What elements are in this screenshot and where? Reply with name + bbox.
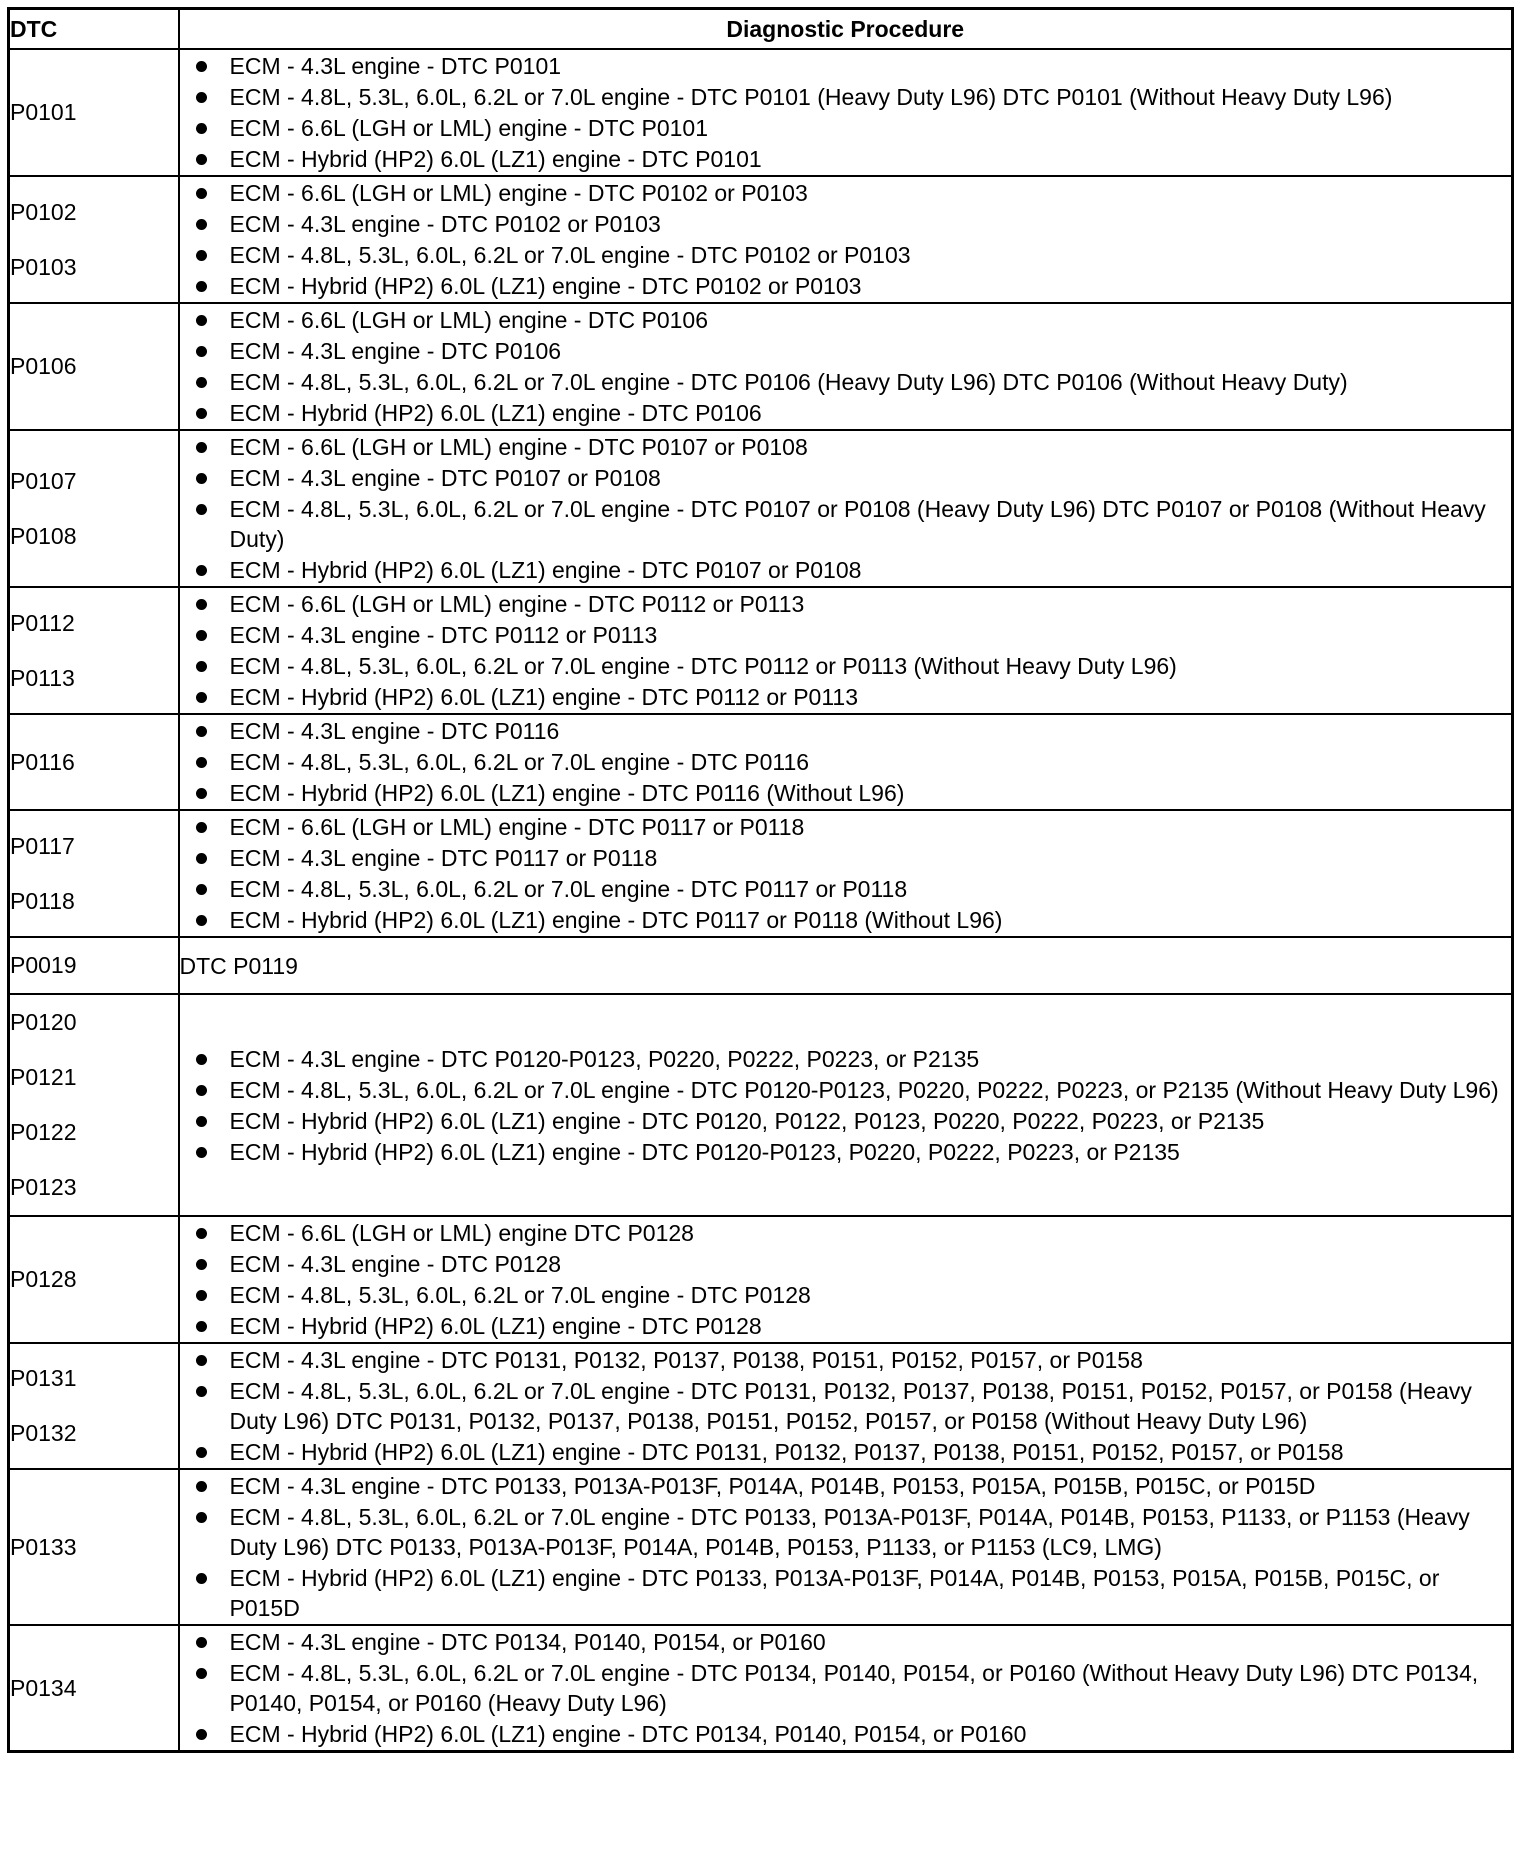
bullet-icon (196, 915, 207, 926)
dtc-code: P0122 (10, 1119, 77, 1145)
bullet-icon (196, 315, 207, 326)
list-item (180, 620, 1512, 650)
dtc-codes-cell (9, 1469, 179, 1625)
list-item (180, 398, 1512, 428)
procedure-text: DTC P0119 (179, 952, 298, 979)
procedure-text: ECM - 6.6L (LGH or LML) engine DTC P0128 (229, 1220, 694, 1246)
list-item (180, 463, 1512, 493)
list-item (180, 874, 1512, 904)
procedure-list (180, 432, 1512, 585)
list-item (180, 1471, 1512, 1501)
table-row (9, 1625, 1513, 1752)
table-row (9, 587, 1513, 714)
bullet-icon (196, 726, 207, 737)
procedure-text: ECM - 4.8L, 5.3L, 6.0L, 6.2L or 7.0L engine - DTC P0131, P0132, P0137, P0138, P0151, P0152, P0157, or P0158 (Heavy Duty L96) DTC P0131, P0132, P0137, P0138, P0151, P0152, P0157, or P0158 (Without Heavy Duty L96) (229, 1378, 1472, 1434)
list-item (180, 1345, 1512, 1375)
procedure-cell (179, 810, 1513, 937)
procedure-text: ECM - 6.6L (LGH or LML) engine - DTC P0106 (229, 307, 708, 333)
dtc-code: P0112 (10, 609, 75, 636)
procedure-cell (179, 430, 1513, 587)
bullet-icon (196, 1668, 207, 1679)
dtc-code: P0117 (10, 832, 75, 859)
procedure-text: ECM - Hybrid (HP2) 6.0L (LZ1) engine - DTC P0117 or P0118 (Without L96) (229, 907, 1003, 933)
bullet-icon (196, 346, 207, 357)
procedure-text: ECM - 4.3L engine - DTC P0102 or P0103 (229, 211, 661, 237)
dtc-code: P0113 (10, 664, 75, 691)
procedure-text: ECM - Hybrid (HP2) 6.0L (LZ1) engine - DTC P0134, P0140, P0154, or P0160 (229, 1721, 1027, 1747)
procedure-cell (179, 1469, 1513, 1625)
list-item (180, 82, 1512, 112)
procedure-text: ECM - Hybrid (HP2) 6.0L (LZ1) engine - DTC P0101 (229, 146, 762, 172)
procedure-list (180, 51, 1512, 174)
bullet-icon (196, 442, 207, 453)
list-item (180, 1311, 1512, 1341)
bullet-icon (196, 822, 207, 833)
bullet-icon (196, 884, 207, 895)
table-row (9, 810, 1513, 937)
procedure-text: ECM - 4.3L engine - DTC P0112 or P0113 (229, 622, 658, 648)
procedure-text: ECM - 4.8L, 5.3L, 6.0L, 6.2L or 7.0L engine - DTC P0112 or P0113 (Without Heavy Duty L96) (229, 653, 1177, 679)
bullet-icon (196, 1228, 207, 1239)
procedure-text: ECM - 6.6L (LGH or LML) engine - DTC P0112 or P0113 (229, 591, 805, 617)
procedure-text: ECM - 4.3L engine - DTC P0107 or P0108 (229, 465, 661, 491)
list-item (180, 51, 1512, 81)
list-item (180, 494, 1512, 554)
dtc-code: P0116 (10, 748, 75, 775)
procedure-list (180, 1218, 1512, 1341)
list-item (180, 1280, 1512, 1310)
dtc-code: P0019 (10, 952, 77, 978)
table-row (9, 176, 1513, 303)
table-body (9, 49, 1513, 1752)
list-item (180, 1502, 1512, 1562)
list-item (180, 589, 1512, 619)
table-row (9, 430, 1513, 587)
header-procedure: Diagnostic Procedure (179, 9, 1513, 50)
list-item (180, 843, 1512, 873)
dtc-codes-cell (9, 810, 179, 937)
procedure-text: ECM - Hybrid (HP2) 6.0L (LZ1) engine - DTC P0112 or P0113 (229, 684, 858, 710)
procedure-text: ECM - Hybrid (HP2) 6.0L (LZ1) engine - DTC P0102 or P0103 (229, 273, 862, 299)
dtc-code: P0128 (10, 1266, 77, 1292)
procedure-text: ECM - 4.3L engine - DTC P0120-P0123, P0220, P0222, P0223, or P2135 (229, 1045, 980, 1072)
dtc-codes-cell (9, 303, 179, 430)
bullet-icon (196, 1321, 207, 1332)
list-item (180, 209, 1512, 239)
list-item (180, 240, 1512, 270)
list-item (180, 778, 1512, 808)
dtc-codes-cell (9, 714, 179, 810)
procedure-cell (179, 994, 1513, 1216)
list-item (180, 1627, 1512, 1657)
procedure-list (180, 178, 1512, 301)
procedure-list (180, 716, 1512, 808)
dtc-code: P0101 (10, 99, 77, 125)
dtc-code: P0103 (10, 253, 77, 280)
bullet-icon (196, 250, 207, 261)
bullet-icon (196, 1573, 207, 1584)
list-item (180, 747, 1512, 777)
dtc-code: P0108 (10, 522, 77, 549)
list-item (180, 1075, 1512, 1105)
procedure-text: ECM - Hybrid (HP2) 6.0L (LZ1) engine - DTC P0128 (229, 1313, 762, 1339)
bullet-icon (196, 281, 207, 292)
dtc-code: P0121 (10, 1064, 77, 1090)
procedure-text: ECM - 4.8L, 5.3L, 6.0L, 6.2L or 7.0L engine - DTC P0134, P0140, P0154, or P0160 (Without Heavy Duty L96) DTC P0134, P0140, P0154, or P0160 (Heavy Duty L96) (229, 1660, 1479, 1716)
procedure-list (180, 1627, 1512, 1749)
procedure-cell (179, 1625, 1513, 1752)
procedure-list (180, 1471, 1512, 1623)
bullet-icon (196, 1637, 207, 1648)
procedure-list (180, 812, 1512, 935)
dtc-code: P0102 (10, 198, 77, 225)
procedure-cell (179, 49, 1513, 176)
list-item (180, 1376, 1512, 1436)
list-item (180, 905, 1512, 935)
procedure-text: ECM - Hybrid (HP2) 6.0L (LZ1) engine - DTC P0131, P0132, P0137, P0138, P0151, P0152, P0157, or P0158 (229, 1439, 1344, 1465)
bullet-icon (196, 408, 207, 419)
procedure-text: ECM - 4.8L, 5.3L, 6.0L, 6.2L or 7.0L engine - DTC P0117 or P0118 (229, 876, 908, 902)
bullet-icon (196, 61, 207, 72)
bullet-icon (196, 504, 207, 515)
procedure-cell (179, 937, 1513, 994)
bullet-icon (196, 1054, 207, 1065)
bullet-icon (196, 599, 207, 610)
procedure-cell (179, 1343, 1513, 1469)
table-row (9, 1469, 1513, 1625)
list-item (180, 812, 1512, 842)
procedure-text: ECM - 4.8L, 5.3L, 6.0L, 6.2L or 7.0L engine - DTC P0128 (229, 1282, 811, 1308)
bullet-icon (196, 788, 207, 799)
procedure-text: ECM - 4.3L engine - DTC P0131, P0132, P0137, P0138, P0151, P0152, P0157, or P0158 (229, 1347, 1143, 1373)
dtc-codes-cell (9, 994, 179, 1216)
list-item (180, 1044, 1512, 1074)
list-item (180, 1106, 1512, 1136)
list-item (180, 1658, 1512, 1718)
dtc-code: P0107 (10, 467, 77, 494)
procedure-text: ECM - Hybrid (HP2) 6.0L (LZ1) engine - DTC P0106 (229, 400, 762, 426)
list-item (180, 1563, 1512, 1623)
bullet-icon (196, 1386, 207, 1397)
procedure-text: ECM - 4.3L engine - DTC P0128 (229, 1251, 562, 1277)
bullet-icon (196, 123, 207, 134)
bullet-icon (196, 1481, 207, 1492)
procedure-list (180, 589, 1512, 712)
procedure-text: ECM - 4.8L, 5.3L, 6.0L, 6.2L or 7.0L engine - DTC P0116 (229, 749, 810, 775)
dtc-codes-cell (9, 176, 179, 303)
procedure-text: ECM - 4.3L engine - DTC P0116 (229, 718, 560, 744)
dtc-codes-cell (9, 1343, 179, 1469)
procedure-text: ECM - Hybrid (HP2) 6.0L (LZ1) engine - DTC P0107 or P0108 (229, 557, 862, 583)
table-row (9, 714, 1513, 810)
dtc-code: P0120 (10, 1009, 77, 1035)
dtc-table (7, 7, 1514, 1753)
bullet-icon (196, 219, 207, 230)
procedure-list (180, 305, 1512, 428)
bullet-icon (196, 1729, 207, 1740)
list-item (180, 1218, 1512, 1248)
procedure-cell (179, 714, 1513, 810)
procedure-cell (179, 176, 1513, 303)
list-item (180, 144, 1512, 174)
list-item (180, 1137, 1512, 1167)
procedure-text: ECM - 4.8L, 5.3L, 6.0L, 6.2L or 7.0L engine - DTC P0120-P0123, P0220, P0222, P0223, or P2135 (Without Heavy Duty L96) (229, 1076, 1499, 1103)
bullet-icon (196, 853, 207, 864)
table-row (9, 303, 1513, 430)
dtc-codes-cell (9, 430, 179, 587)
bullet-icon (196, 154, 207, 165)
bullet-icon (196, 630, 207, 641)
table-row (9, 49, 1513, 176)
list-item (180, 305, 1512, 335)
dtc-codes-cell (9, 1216, 179, 1343)
bullet-icon (196, 1259, 207, 1270)
procedure-text: ECM - 6.6L (LGH or LML) engine - DTC P0107 or P0108 (229, 434, 808, 460)
dtc-code: P0118 (10, 887, 75, 914)
procedure-cell (179, 303, 1513, 430)
bullet-icon (196, 692, 207, 703)
bullet-icon (196, 757, 207, 768)
list-item (180, 682, 1512, 712)
list-item (180, 113, 1512, 143)
bullet-icon (196, 1447, 207, 1458)
bullet-icon (196, 1147, 207, 1158)
procedure-text: ECM - 4.3L engine - DTC P0134, P0140, P0154, or P0160 (229, 1629, 826, 1655)
table-row (9, 937, 1513, 994)
list-item (180, 1437, 1512, 1467)
list-item (180, 336, 1512, 366)
procedure-text: ECM - Hybrid (HP2) 6.0L (LZ1) engine - DTC P0116 (Without L96) (229, 780, 905, 806)
procedure-text: ECM - Hybrid (HP2) 6.0L (LZ1) engine - DTC P0133, P013A-P013F, P014A, P014B, P0153, P015A, P015B, P015C, or P015D (229, 1565, 1440, 1621)
procedure-text: ECM - 4.8L, 5.3L, 6.0L, 6.2L or 7.0L engine - DTC P0133, P013A-P013F, P014A, P014B, P0153, P1133, or P1153 (Heavy Duty L96) DTC P0133, P013A-P013F, P014A, P014B, P0153, P1133, or P1153 (LC9, LMG) (229, 1504, 1470, 1560)
dtc-codes-cell (9, 1625, 179, 1752)
bullet-icon (196, 1512, 207, 1523)
bullet-icon (196, 473, 207, 484)
table-row (9, 1343, 1513, 1469)
procedure-text: ECM - 4.3L engine - DTC P0106 (229, 338, 562, 364)
procedure-text: ECM - 4.3L engine - DTC P0133, P013A-P013F, P014A, P014B, P0153, P015A, P015B, P015C, or P015D (229, 1473, 1316, 1499)
procedure-text: ECM - 4.3L engine - DTC P0101 (229, 53, 562, 79)
list-item (180, 178, 1512, 208)
procedure-text: ECM - 6.6L (LGH or LML) engine - DTC P0102 or P0103 (229, 180, 808, 206)
procedure-cell (179, 587, 1513, 714)
procedure-text: ECM - Hybrid (HP2) 6.0L (LZ1) engine - DTC P0120, P0122, P0123, P0220, P0222, P0223, or P2135 (229, 1107, 1265, 1134)
table-row (9, 994, 1513, 1216)
bullet-icon (196, 377, 207, 388)
procedure-text: ECM - 4.8L, 5.3L, 6.0L, 6.2L or 7.0L engine - DTC P0107 or P0108 (Heavy Duty L96) DTC P0107 or P0108 (Without Heavy Duty) (229, 496, 1486, 552)
dtc-code: P0106 (10, 353, 77, 379)
dtc-code: P0132 (10, 1420, 77, 1446)
dtc-code: P0131 (10, 1365, 77, 1391)
list-item (180, 555, 1512, 585)
procedure-list (180, 1044, 1512, 1167)
procedure-text: ECM - 6.6L (LGH or LML) engine - DTC P0117 or P0118 (229, 814, 805, 840)
bullet-icon (196, 92, 207, 103)
procedure-text: ECM - Hybrid (HP2) 6.0L (LZ1) engine - DTC P0120-P0123, P0220, P0222, P0223, or P2135 (229, 1138, 1180, 1165)
list-item (180, 367, 1512, 397)
procedure-text: ECM - 4.3L engine - DTC P0117 or P0118 (229, 845, 658, 871)
bullet-icon (196, 565, 207, 576)
procedure-text: ECM - 4.8L, 5.3L, 6.0L, 6.2L or 7.0L engine - DTC P0106 (Heavy Duty L96) DTC P0106 (Without Heavy Duty) (229, 369, 1348, 395)
bullet-icon (196, 188, 207, 199)
list-item (180, 432, 1512, 462)
procedure-list (180, 1345, 1512, 1467)
header-dtc: DTC (9, 9, 179, 50)
bullet-icon (196, 1116, 207, 1127)
dtc-code: P0123 (10, 1174, 77, 1200)
list-item (180, 716, 1512, 746)
dtc-code: P0134 (10, 1674, 77, 1701)
procedure-text: ECM - 6.6L (LGH or LML) engine - DTC P0101 (229, 115, 708, 141)
bullet-icon (196, 1355, 207, 1366)
dtc-codes-cell (9, 937, 179, 994)
list-item (180, 1719, 1512, 1749)
bullet-icon (196, 1290, 207, 1301)
bullet-icon (196, 1085, 207, 1096)
procedure-cell (179, 1216, 1513, 1343)
list-item (180, 271, 1512, 301)
dtc-codes-cell (9, 587, 179, 714)
dtc-codes-cell (9, 49, 179, 176)
header-row (9, 9, 1513, 50)
list-item (180, 651, 1512, 681)
dtc-code: P0133 (10, 1533, 77, 1560)
list-item (180, 1249, 1512, 1279)
procedure-text: ECM - 4.8L, 5.3L, 6.0L, 6.2L or 7.0L engine - DTC P0101 (Heavy Duty L96) DTC P0101 (Without Heavy Duty L96) (229, 84, 1393, 110)
table-row (9, 1216, 1513, 1343)
bullet-icon (196, 661, 207, 672)
procedure-text: ECM - 4.8L, 5.3L, 6.0L, 6.2L or 7.0L engine - DTC P0102 or P0103 (229, 242, 911, 268)
